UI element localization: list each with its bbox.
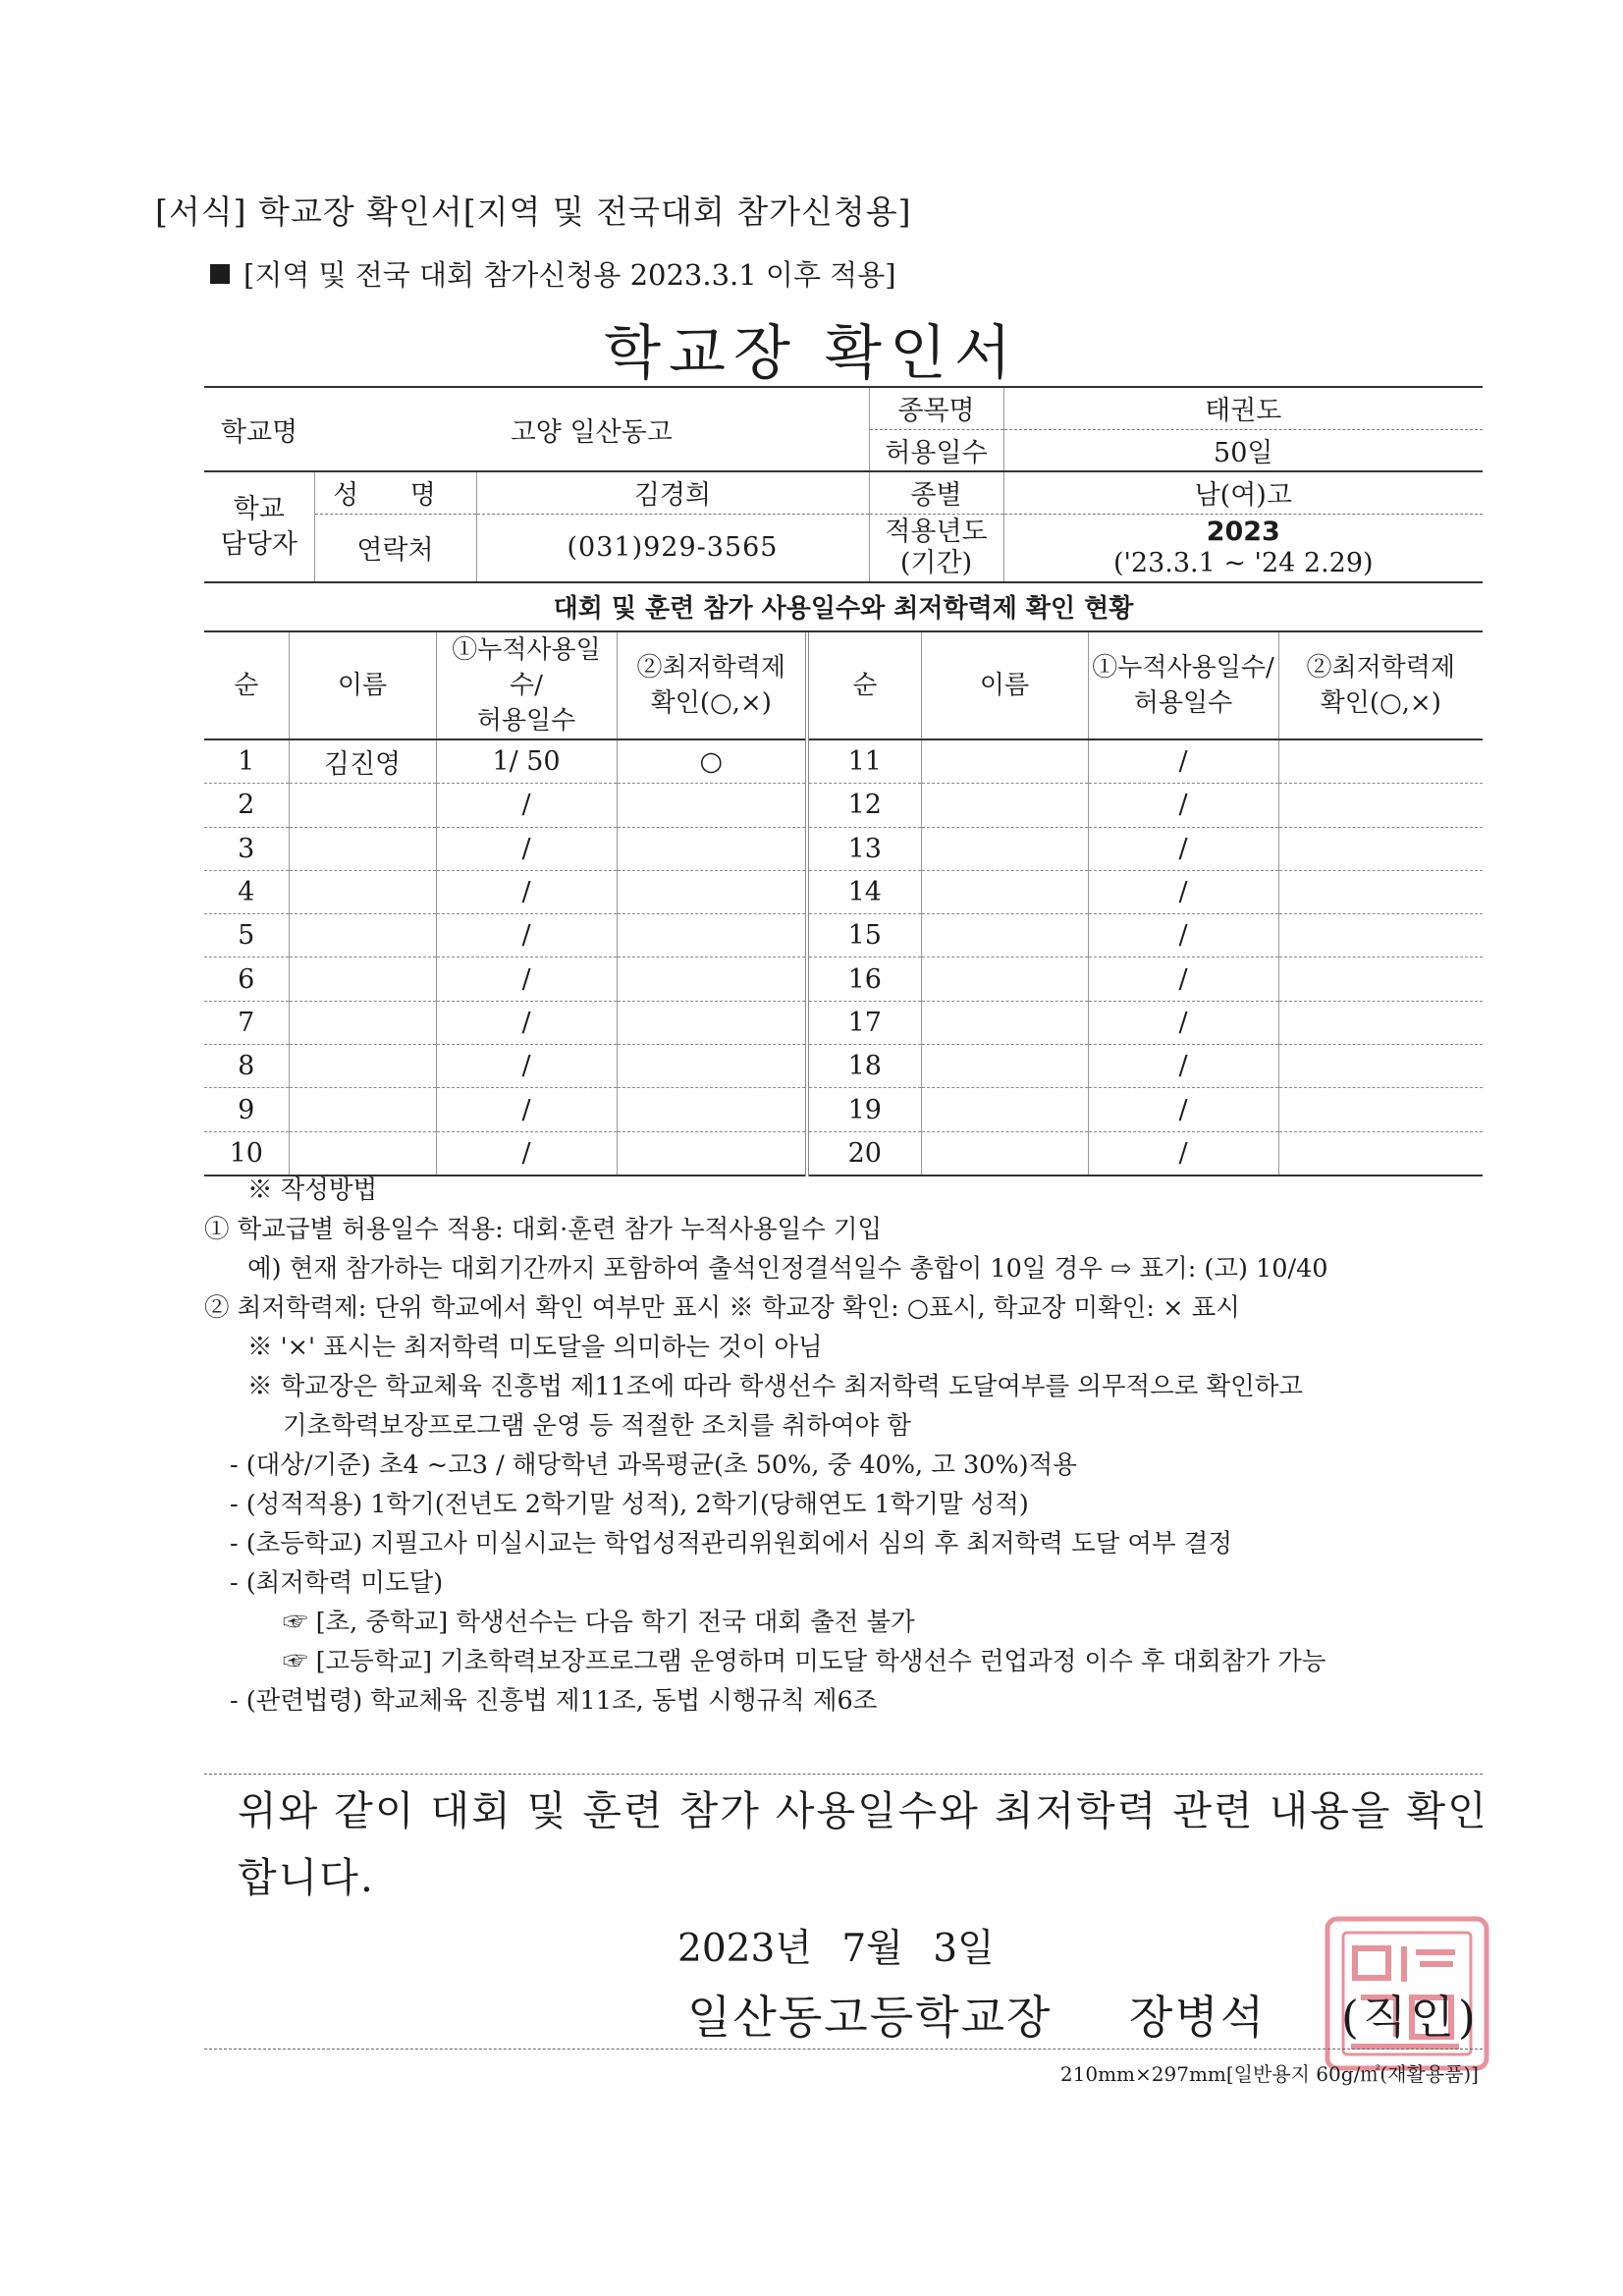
contact-group-label: 학교 담당자: [204, 471, 314, 582]
note-2: ② 최저학력제: 단위 학교에서 확인 여부만 표시 ※ 학교장 확인: ○표시, 학교장 미확인: × 표시: [204, 1293, 1240, 1323]
document-title: 학교장 확인서: [604, 319, 1019, 388]
right-seq-cell: 14: [807, 870, 921, 913]
notes-heading: ※ 작성방법: [247, 1175, 378, 1205]
left-name-cell: [289, 1001, 436, 1044]
left-name-cell: [289, 827, 436, 870]
left-days-cell: /: [436, 827, 617, 870]
instructions: [204, 1171, 1500, 1721]
principal-name: 장병석: [1129, 1991, 1267, 2044]
right-check-cell: [1278, 1131, 1483, 1175]
right-seq-cell: 17: [807, 1001, 921, 1044]
right-days-cell: /: [1088, 914, 1278, 957]
table-row: [204, 784, 1483, 827]
right-days-cell: /: [1088, 784, 1278, 827]
detail-4-a: ☞ [초, 중학교] 학생선수는 다음 학기 전국 대회 출전 불가: [283, 1608, 915, 1637]
left-days-cell: /: [436, 1045, 617, 1088]
left-name-cell: [289, 914, 436, 957]
col-seq-header: 순: [204, 632, 289, 739]
detail-2: - (성적적용) 1학기(전년도 2학기말 성적), 2학기(당해연도 1학기말 성적): [230, 1490, 1029, 1519]
left-name-cell: 김진영: [289, 739, 436, 784]
right-name-cell: [921, 957, 1088, 1001]
participation-table-body: [204, 632, 1483, 1175]
detail-1: - (대상/기준) 초4 ~고3 / 해당학년 과목평균(초 50%, 중 40%, 고 30%)적용: [230, 1450, 1077, 1480]
name-label: 성 명: [314, 471, 476, 514]
left-name-cell: [289, 957, 436, 1001]
left-seq-cell: 3: [204, 827, 289, 870]
right-check-cell: [1278, 1045, 1483, 1088]
section-title: 대회 및 훈련 참가 사용일수와 최저학력제 확인 현황: [204, 587, 1483, 632]
participation-table: [204, 632, 1483, 1176]
left-check-cell: [617, 914, 807, 957]
right-check-cell: [1278, 957, 1483, 1001]
right-days-cell: /: [1088, 1001, 1278, 1044]
col-seq-header-right: 순: [807, 632, 921, 739]
table-row: [204, 957, 1483, 1001]
left-seq-cell: 5: [204, 914, 289, 957]
right-check-cell: [1278, 1001, 1483, 1044]
note-1: ① 학교급별 허용일수 적용: 대회·훈련 참가 누적사용일수 기입: [204, 1215, 883, 1244]
form-label: [서식] 학교장 확인서[지역 및 전국대회 참가신청용]: [155, 192, 912, 231]
left-seq-cell: 4: [204, 870, 289, 913]
name-value: 김경희: [476, 471, 869, 514]
right-days-cell: /: [1088, 1045, 1278, 1088]
phone-label: 연락처: [314, 514, 476, 582]
right-seq-cell: 19: [807, 1088, 921, 1131]
right-seq-cell: 12: [807, 784, 921, 827]
divider: [204, 1774, 1483, 1775]
left-days-cell: /: [436, 1088, 617, 1131]
right-name-cell: [921, 784, 1088, 827]
right-name-cell: [921, 1001, 1088, 1044]
table-row: [204, 870, 1483, 913]
left-check-cell: [617, 1045, 807, 1088]
right-days-cell: /: [1088, 1131, 1278, 1175]
left-days-cell: /: [436, 870, 617, 913]
right-seq-cell: 13: [807, 827, 921, 870]
left-days-cell: /: [436, 1001, 617, 1044]
period-value: ('23.3.1 ~ '24 2.29): [1112, 547, 1374, 578]
left-seq-cell: 9: [204, 1088, 289, 1131]
col-check-header-right: ②최저학력제 확인(○,×): [1278, 632, 1483, 739]
left-days-cell: /: [436, 1131, 617, 1175]
left-check-cell: [617, 827, 807, 870]
col-days-header: ①누적사용일수/ 허용일수: [436, 632, 617, 739]
right-seq-cell: 20: [807, 1131, 921, 1175]
bottom-divider: [204, 2049, 1483, 2050]
right-check-cell: [1278, 1088, 1483, 1131]
right-check-cell: [1278, 914, 1483, 957]
detail-4: - (최저학력 미도달): [230, 1568, 444, 1598]
issue-date: 2023년 7월 3일: [677, 1927, 995, 1971]
left-name-cell: [289, 1131, 436, 1175]
right-name-cell: [921, 1045, 1088, 1088]
notice-text: [지역 및 전국 대회 참가신청용 2023.3.1 이후 적용]: [243, 258, 896, 292]
right-name-cell: [921, 827, 1088, 870]
right-days-cell: /: [1088, 827, 1278, 870]
left-check-cell: [617, 870, 807, 913]
right-name-cell: [921, 1131, 1088, 1175]
detail-3: - (초등학교) 지필고사 미실시교는 학업성적관리위원회에서 심의 후 최저학력 도달 여부 결정: [230, 1529, 1232, 1558]
left-name-cell: [289, 870, 436, 913]
left-seq-cell: 6: [204, 957, 289, 1001]
right-seq-cell: 18: [807, 1045, 921, 1088]
note-2-a: ※ '×' 표시는 최저학력 미도달을 의미하는 것이 아님: [247, 1333, 823, 1362]
left-check-cell: [617, 957, 807, 1001]
left-check-cell: ○: [617, 739, 807, 784]
col-name-header-right: 이름: [921, 632, 1088, 739]
note-1-example: 예) 현재 참가하는 대회기간까지 포함하여 출석인정결석일수 총합이 10일 경우 ⇨ 표기: (고) 10/40: [247, 1254, 1328, 1284]
right-days-cell: /: [1088, 739, 1278, 784]
col-name-header: 이름: [289, 632, 436, 739]
right-check-cell: [1278, 870, 1483, 913]
left-days-cell: /: [436, 914, 617, 957]
right-check-cell: [1278, 827, 1483, 870]
right-name-cell: [921, 1088, 1088, 1131]
left-check-cell: [617, 784, 807, 827]
note-2-b: ※ 학교장은 학교체육 진흥법 제11조에 따라 학생선수 최저학력 도달여부를 의무적으로 확인하고: [247, 1372, 1304, 1401]
right-check-cell: [1278, 784, 1483, 827]
right-days-cell: /: [1088, 957, 1278, 1001]
detail-4-b: ☞ [고등학교] 기초학력보장프로그램 운영하며 미도달 학생선수 런업과정 이수 후 대회참가 가능: [283, 1647, 1326, 1676]
table-row: [204, 1131, 1483, 1175]
right-seq-cell: 15: [807, 914, 921, 957]
year-cell: [1003, 514, 1483, 582]
left-check-cell: [617, 1001, 807, 1044]
type-label: 종별: [869, 471, 1003, 514]
left-seq-cell: 10: [204, 1131, 289, 1175]
table-row: [204, 827, 1483, 870]
phone-value: (031)929-3565: [476, 514, 869, 582]
col-check-header: ②최저학력제 확인(○,×): [617, 632, 807, 739]
left-name-cell: [289, 1088, 436, 1131]
notice-line: [210, 253, 896, 294]
school-name-label: 학교명: [204, 387, 314, 471]
note-2-b2: 기초학력보장프로그램 운영 등 적절한 조치를 취하여야 함: [283, 1411, 911, 1441]
col-days-header-right: ①누적사용일수/ 허용일수: [1088, 632, 1278, 739]
paper-spec: 210mm×297mm[일반용지 60g/㎡(재활용품)]: [1059, 2062, 1479, 2086]
table-row: [204, 1045, 1483, 1088]
right-check-cell: [1278, 739, 1483, 784]
year-value: 2023: [1206, 516, 1280, 547]
table-row: [204, 1001, 1483, 1044]
allowed-days-value: 50일: [1003, 429, 1483, 471]
school-name-value: 고양 일산동고: [314, 387, 869, 471]
sport-value: 태권도: [1003, 387, 1483, 429]
left-seq-cell: 1: [204, 739, 289, 784]
table-header-row: [204, 632, 1483, 739]
table-row: [204, 1088, 1483, 1131]
left-days-cell: /: [436, 784, 617, 827]
left-seq-cell: 7: [204, 1001, 289, 1044]
seal-mark: (직인): [1341, 1991, 1480, 2044]
confirmation-statement: 위와 같이 대회 및 훈련 참가 사용일수와 최저학력 관련 내용을 확인합니다.: [238, 1787, 1488, 1901]
square-bullet-icon: [210, 264, 230, 284]
right-seq-cell: 11: [807, 739, 921, 784]
school-head-title: 일산동고등학교장: [687, 1991, 1053, 2044]
right-seq-cell: 16: [807, 957, 921, 1001]
left-name-cell: [289, 784, 436, 827]
allowed-days-label: 허용일수: [869, 429, 1003, 471]
left-name-cell: [289, 1045, 436, 1088]
left-seq-cell: 8: [204, 1045, 289, 1088]
sport-label: 종목명: [869, 387, 1003, 429]
left-days-cell: 1/ 50: [436, 739, 617, 784]
left-seq-cell: 2: [204, 784, 289, 827]
right-name-cell: [921, 739, 1088, 784]
right-name-cell: [921, 870, 1088, 913]
left-check-cell: [617, 1088, 807, 1131]
left-days-cell: /: [436, 957, 617, 1001]
year-label: 적용년도 (기간): [869, 514, 1003, 582]
table-row: [204, 914, 1483, 957]
left-check-cell: [617, 1131, 807, 1175]
type-value: 남(여)고: [1003, 471, 1483, 514]
right-days-cell: /: [1088, 1088, 1278, 1131]
detail-5: - (관련법령) 학교체육 진흥법 제11조, 동법 시행규칙 제6조: [230, 1686, 878, 1716]
school-info-table: [204, 386, 1483, 583]
right-days-cell: /: [1088, 870, 1278, 913]
table-row: [204, 739, 1483, 784]
right-name-cell: [921, 914, 1088, 957]
